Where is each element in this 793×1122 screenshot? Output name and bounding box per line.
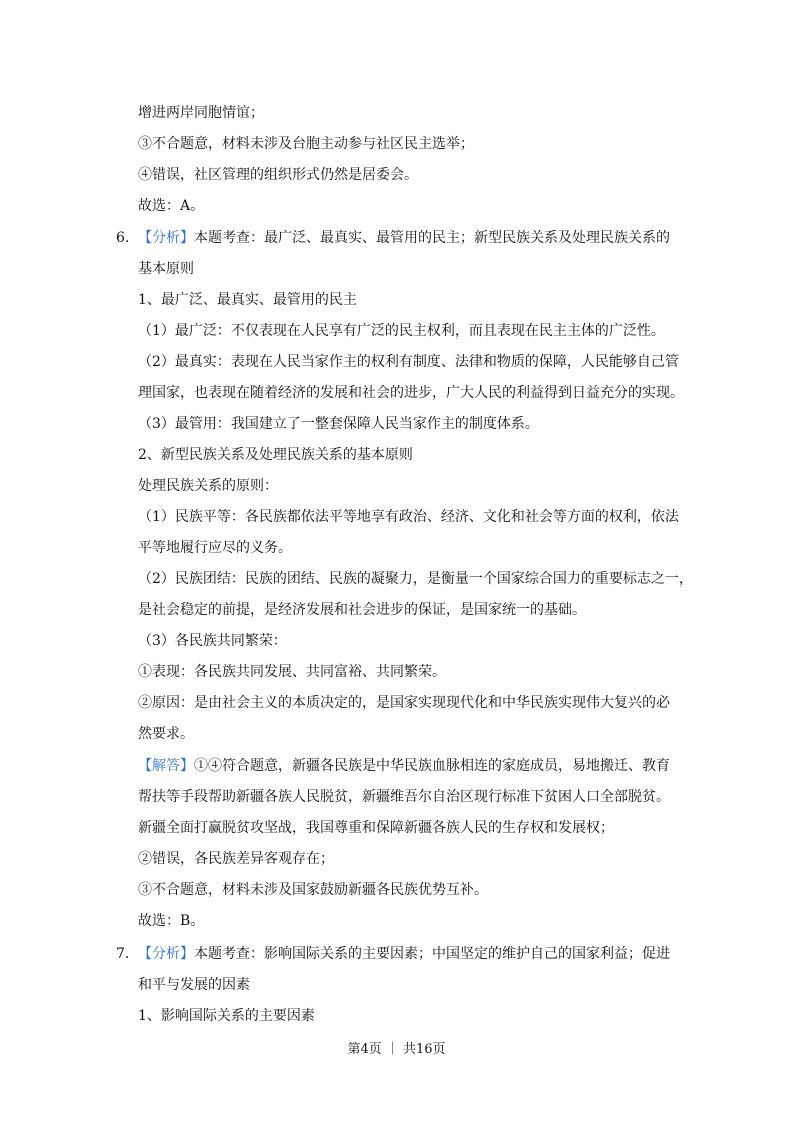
- text-line: （3）各民族共同繁荣：: [138, 633, 287, 649]
- text-line: 基本原则: [138, 261, 194, 277]
- answer-line: [138, 756, 670, 776]
- text-line: ①④符合题意，新疆各民族是中华民族血脉相连的家庭成员，易地搬迁、教育: [194, 758, 670, 774]
- text-line: （3）最管用：我国建立了一整套保障人民当家作主的制度体系。: [138, 416, 539, 432]
- text-line: 1、影响国际关系的主要因素: [138, 1008, 315, 1024]
- text-line: ①表现：各民族共同发展、共同富裕、共同繁荣。: [138, 664, 446, 680]
- text-line: ③不合题意，材料未涉及台胞主动参与社区民主选举；: [138, 136, 474, 152]
- text-line: ②错误，各民族差异客观存在；: [138, 851, 334, 867]
- text-line: ③不合题意，材料未涉及国家鼓励新疆各民族优势互补。: [138, 882, 488, 898]
- text-line: 理国家，也表现在随着经济的发展和社会的进步，广大人民的利益得到日益充分的实现。: [138, 385, 684, 401]
- text-line: 和平与发展的因素: [138, 977, 250, 993]
- text-line: （2）最真实：表现在人民当家作主的权利有制度、法律和物质的保障，人民能够自己管: [138, 354, 679, 370]
- text-line: 平等地履行应尽的义务。: [138, 540, 292, 556]
- text-line: 处理民族关系的原则：: [138, 478, 278, 494]
- analysis-line: [138, 228, 670, 248]
- text-line: 故选：A。: [138, 198, 205, 214]
- text-line: 本题考查：最广泛、最真实、最管用的民主；新型民族关系及处理民族关系的: [194, 230, 670, 246]
- text-line: （2）民族团结：民族的团结、民族的凝聚力，是衡量一个国家综合国力的重要标志之一，: [138, 571, 693, 587]
- text-line: （1）最广泛：不仅表现在人民享有广泛的民主权利，而且表现在民主主体的广泛性。: [138, 323, 665, 339]
- text-line: 是社会稳定的前提，是经济发展和社会进步的保证，是国家统一的基础。: [138, 602, 586, 618]
- text-line: 1、最广泛、最真实、最管用的民主: [138, 292, 357, 308]
- text-line: 帮扶等手段帮助新疆各族人民脱贫，新疆维吾尔自治区现行标准下贫困人口全部脱贫。: [138, 789, 670, 805]
- analysis-line: [138, 944, 670, 964]
- analysis-tag: 【分析】: [138, 230, 194, 246]
- text-line: ②原因：是由社会主义的本质决定的，是国家实现现代化和中华民族实现伟大复兴的必: [138, 695, 670, 711]
- text-line: 本题考查：影响国际关系的主要因素；中国坚定的维护自己的国家利益；促进: [194, 946, 670, 962]
- text-line: 故选：B。: [138, 913, 205, 929]
- text-line: 然要求。: [138, 726, 194, 742]
- text-line: 2、新型民族关系及处理民族关系的基本原则: [138, 447, 413, 463]
- question-number-6: 6.: [116, 230, 130, 246]
- page-footer: 第4页 ｜ 共16页: [347, 1042, 446, 1057]
- question-number-7: 7.: [116, 946, 130, 962]
- text-line: （1）民族平等：各民族都依法平等地享有政治、经济、文化和社会等方面的权利，依法: [138, 509, 679, 525]
- text-line: 新疆全面打赢脱贫攻坚战，我国尊重和保障新疆各族人民的生存权和发展权；: [138, 820, 614, 836]
- text-line: 增进两岸同胞情谊；: [138, 105, 264, 121]
- analysis-tag: 【分析】: [138, 946, 194, 962]
- answer-tag: 【解答】: [138, 758, 194, 774]
- text-line: ④错误，社区管理的组织形式仍然是居委会。: [138, 167, 418, 183]
